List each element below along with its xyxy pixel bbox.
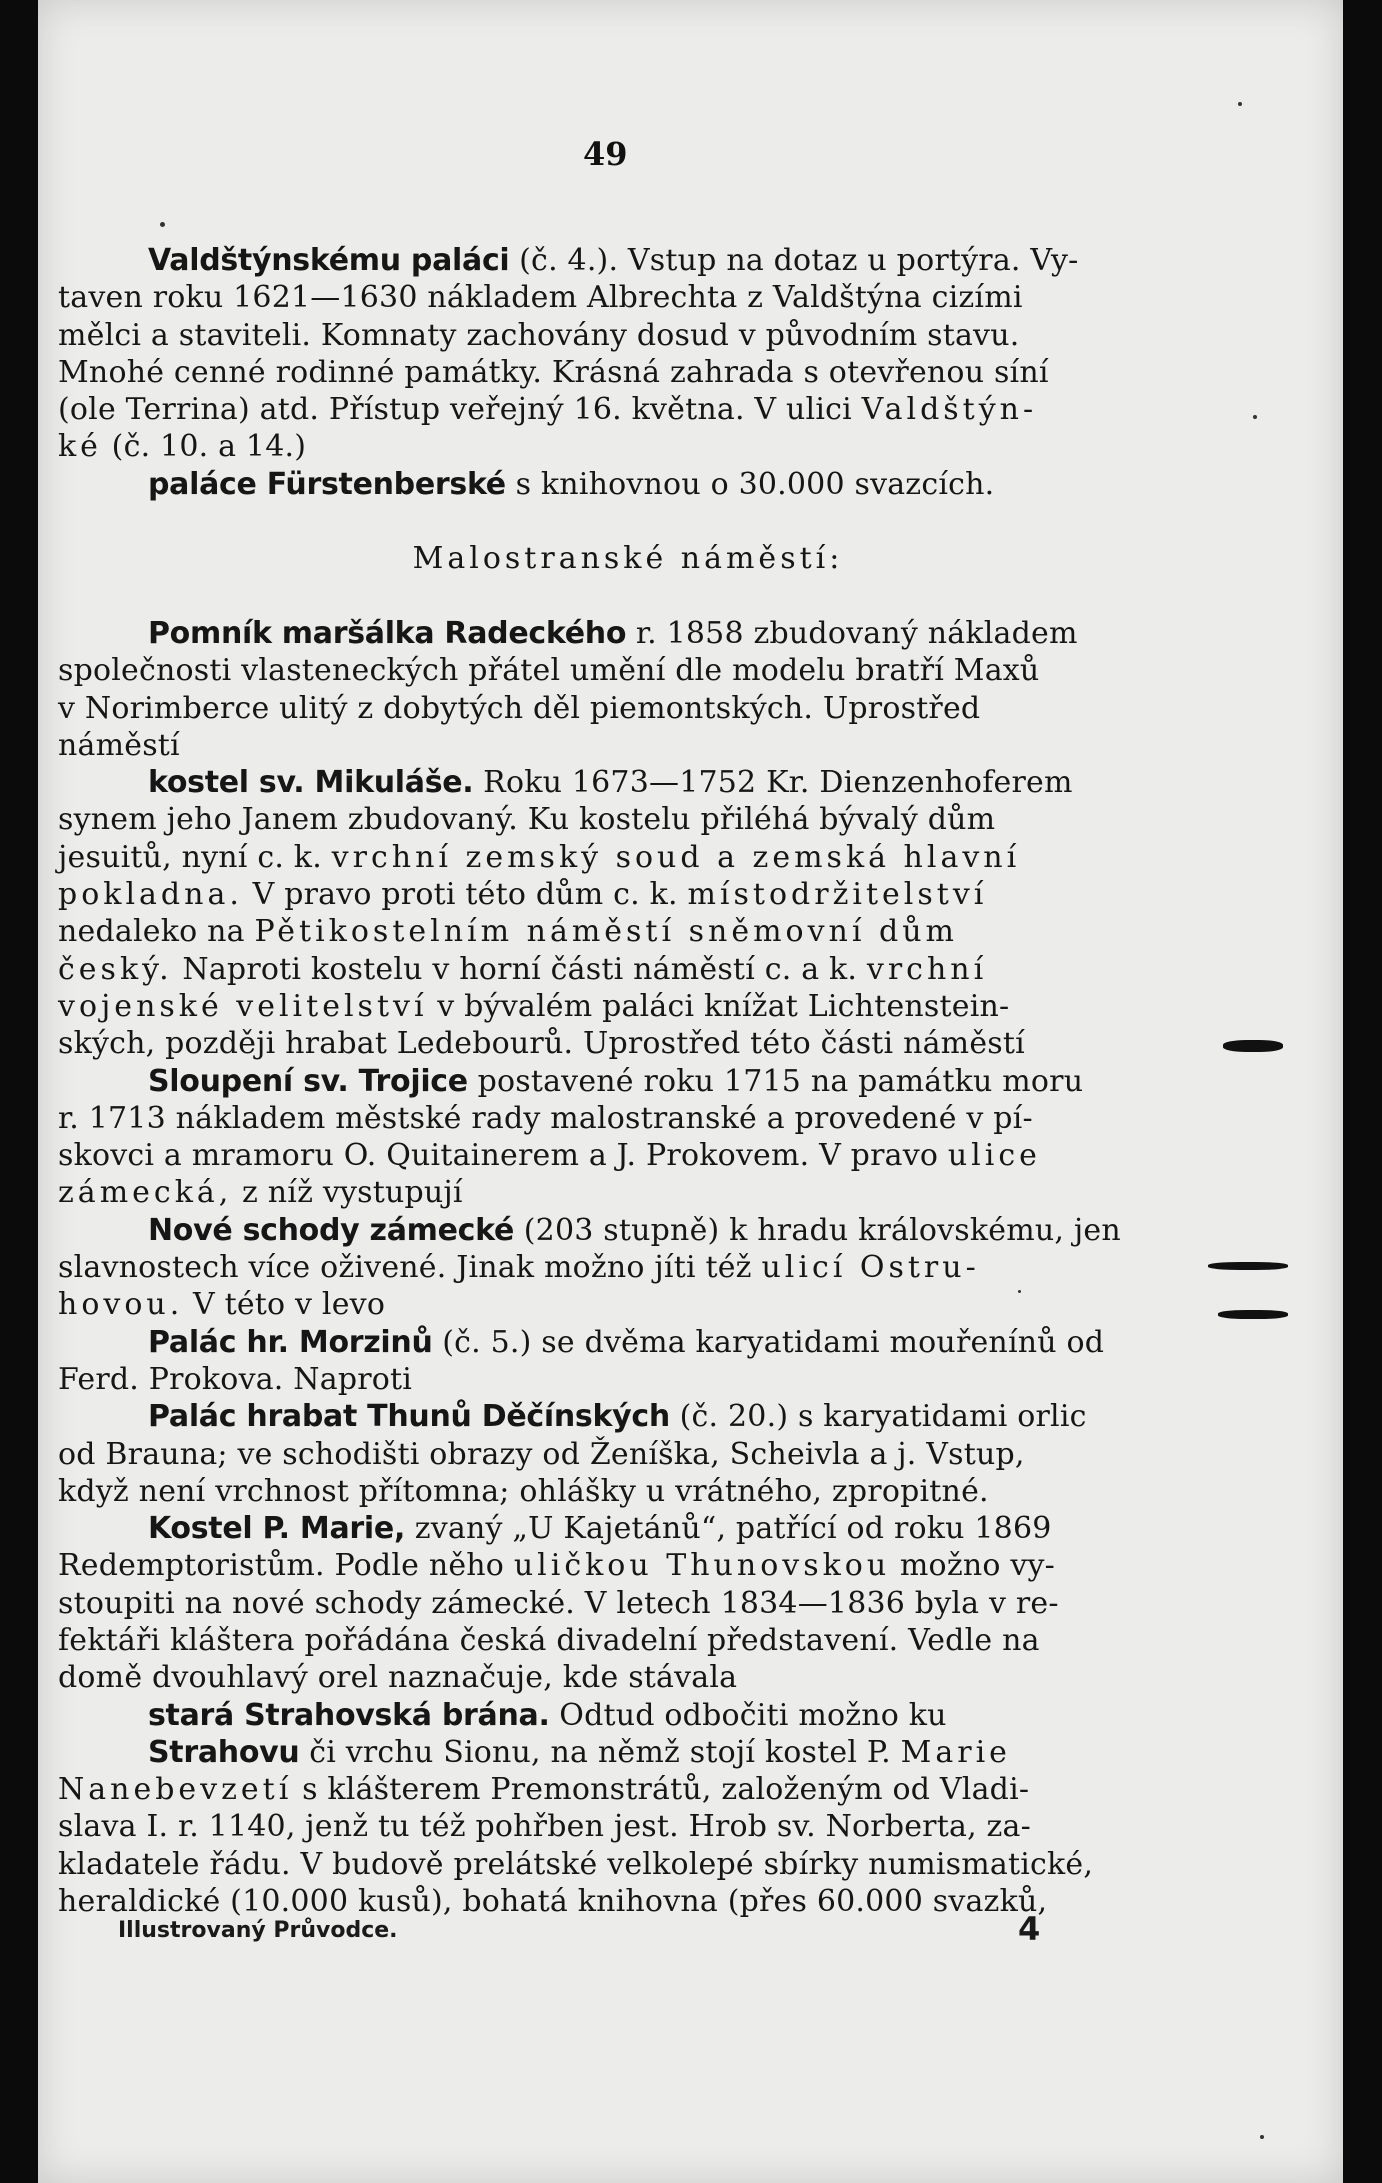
text-run: s knihovnou o 30.000 svazcích. (505, 466, 995, 502)
text-line (58, 1697, 1198, 1734)
text-line (58, 1100, 1198, 1137)
text-run: v bývalém paláci knížat Lichtenstein- (427, 988, 1010, 1024)
text-line (58, 951, 1198, 988)
text-line (58, 1361, 1198, 1398)
text-line (58, 1212, 1198, 1249)
text-run: slava I. r. 1140, jenž tu též pohřben jest. Hrob sv. Norberta, za- (58, 1809, 1031, 1845)
spaced-term: hovou. (58, 1287, 184, 1323)
spaced-term: ulice (947, 1138, 1041, 1174)
body-text (58, 242, 1198, 1920)
text-run: zvaný „U Kajetánů“, patřící od roku 1869 (405, 1511, 1052, 1547)
text-line (58, 1137, 1198, 1174)
text-line (58, 317, 1198, 354)
text-run: Mnohé cenné rodinné památky. Krásná zahrada s otevřenou síní (58, 354, 1049, 390)
text-run: ských, později hrabat Ledebourů. Uprostřed této části náměstí (58, 1026, 1025, 1062)
text-line (58, 764, 1198, 801)
scan-speck (1238, 102, 1242, 106)
text-run: jesuitů, nyní c. k. (58, 839, 332, 875)
text-line (58, 1249, 1198, 1286)
text-line (58, 876, 1198, 913)
text-run: (ole Terrina) atd. Přístup veřejný 16. května. V ulici (58, 392, 862, 428)
bold-term: Kostel P. Marie, (148, 1511, 406, 1547)
bold-term: paláce Fürstenberské (148, 466, 506, 502)
text-run: náměstí (58, 727, 180, 763)
text-line (58, 391, 1198, 428)
text-run: taven roku 1621—1630 nákladem Albrechta z Valdštýna cizími (58, 280, 1023, 316)
scan-speck (1018, 1290, 1021, 1293)
scan-speck (160, 222, 165, 227)
text-line (58, 1659, 1198, 1696)
spaced-term: Valdštýn- (861, 392, 1038, 428)
spaced-term: ulicí Ostru- (761, 1250, 980, 1286)
spaced-term: vojenské velitelství (58, 988, 428, 1024)
bold-term: Pomník maršálka Radeckého (148, 615, 627, 651)
text-run: slavnostech více oživené. Jinak možno jíti též (58, 1250, 762, 1286)
spaced-term: pokladna. (58, 877, 243, 913)
text-run: když není vrchnost přítomna; ohlášky u vrátného, zpropitné. (58, 1473, 989, 1509)
text-line (58, 466, 1198, 503)
page-number: 49 (583, 135, 628, 173)
text-line (58, 1286, 1198, 1323)
scan-smudge (1208, 1262, 1288, 1270)
text-line (58, 1510, 1198, 1547)
footer (118, 1910, 1218, 1948)
text-run: domě dvouhlavý orel naznačuje, kde stávala (58, 1660, 738, 1696)
text-run: společnosti vlasteneckých přátel umění dle modelu bratří Maxů (58, 653, 1040, 689)
text-run: Roku 1673—1752 Kr. Dienzenhoferem (473, 765, 1073, 801)
text-run: V pravo proti této dům c. k. (242, 877, 688, 913)
text-run: (203 stupně) k hradu královskému, jen (514, 1212, 1121, 1248)
bold-term: Valdštýnskému paláci (148, 243, 510, 278)
bold-term: stará Strahovská brána. (148, 1697, 550, 1733)
text-line (58, 1398, 1198, 1435)
text-run: stoupiti na nové schody zámecké. V letech 1834—1836 byla v re- (58, 1585, 1059, 1621)
spaced-term: uličkou Thunovskou (513, 1548, 891, 1584)
bold-term: Sloupení sv. Trojice (148, 1063, 468, 1099)
bold-term: Palác hr. Morzinů (148, 1324, 433, 1360)
text-line (58, 1734, 1198, 1771)
bold-term: Nové schody zámecké (148, 1212, 515, 1248)
text-line (58, 690, 1198, 727)
text-run: r. 1858 zbudovaný nákladem (626, 615, 1078, 651)
text-line (58, 1585, 1198, 1622)
scan-smudge (1223, 1040, 1283, 1052)
spaced-term: místodržitelství (687, 877, 988, 913)
text-line (58, 988, 1198, 1025)
text-run: nedaleko na (58, 914, 255, 950)
text-line (58, 1025, 1198, 1062)
spaced-term: zámecká, (58, 1175, 233, 1211)
scan-speck (1260, 2135, 1264, 2139)
text-line (58, 727, 1198, 764)
text-line (58, 1473, 1198, 1510)
text-line (58, 1547, 1198, 1584)
text-run: Odtud odbočiti možno ku (549, 1697, 947, 1733)
text-line (58, 242, 1198, 279)
text-line (58, 913, 1198, 950)
text-run: fektáři kláštera pořádána česká divadelní představení. Vedle na (58, 1622, 1040, 1658)
page (38, 0, 1343, 2183)
spaced-term: ké (58, 429, 102, 465)
text-run: mělci a staviteli. Komnaty zachovány dosud v původním stavu. (58, 317, 1020, 353)
text-run: skovci a mramoru O. Quitainerem a J. Prokovem. V pravo (58, 1138, 948, 1174)
text-line (58, 279, 1198, 316)
signature-mark: 4 (1018, 1910, 1041, 1948)
scan-speck (1253, 415, 1257, 419)
spaced-term: vrchní zemský soud a zemská hlavní (331, 839, 1021, 875)
text-line (58, 652, 1198, 689)
text-line (58, 1622, 1198, 1659)
text-line (58, 1063, 1198, 1100)
text-run: s klášterem Premonstrátů, založeným od Vladi- (292, 1772, 1030, 1808)
text-run: kladatele řádu. V budově prelátské velkolepé sbírky numismatické, (58, 1846, 1094, 1882)
text-run: Redemptoristům. Podle něho (58, 1548, 514, 1584)
text-line (58, 1324, 1198, 1361)
spaced-term: Pětikostelním náměstí sněmovní dům (254, 914, 958, 950)
text-run: r. 1713 nákladem městské rady malostranské a provedené v pí- (58, 1100, 1033, 1136)
text-run: (č. 4.). Vstup na dotaz u portýra. Vy- (509, 243, 1079, 278)
bold-term: Palác hrabat Thunů Děčínských (148, 1399, 670, 1435)
text-run: v Norimberce ulitý z dobytých děl piemontských. Uprostřed (58, 690, 981, 726)
text-run: (č. 5.) se dvěma karyatidami mouřenínů od (432, 1324, 1105, 1360)
text-line (58, 578, 1198, 615)
text-line (58, 1436, 1198, 1473)
text-run: možno vy- (890, 1548, 1055, 1584)
text-line (58, 428, 1198, 465)
text-line (58, 1771, 1198, 1808)
spaced-term: vrchní (866, 951, 988, 987)
text-run: od Brauna; ve schodišti obrazy od Ženíška, Scheivla a j. Vstup, (58, 1436, 1025, 1472)
text-line (58, 801, 1198, 838)
bold-term: kostel sv. Mikuláše. (148, 765, 474, 801)
text-run: (č. 20.) s karyatidami orlic (669, 1399, 1087, 1435)
spaced-term: Nanebevzetí (58, 1772, 293, 1808)
text-run: synem jeho Janem zbudovaný. Ku kostelu přiléhá bývalý dům (58, 802, 996, 838)
text-line (58, 354, 1198, 391)
text-run: heraldické (10.000 kusů), bohatá knihovna (přes 60.000 svazků, (58, 1884, 1048, 1920)
text-line (58, 1808, 1198, 1845)
text-run: či vrchu Sionu, na němž stojí kostel P. (299, 1734, 901, 1770)
spaced-term: Marie (900, 1734, 1011, 1770)
text-line (58, 1846, 1198, 1883)
spaced-term: český. (58, 951, 173, 987)
text-run: (č. 10. a 14.) (101, 429, 307, 465)
text-line (58, 615, 1198, 652)
text-run: postavené roku 1715 na památku moru (467, 1063, 1084, 1099)
section-heading (58, 540, 1198, 577)
text-run: z níž vystupují (232, 1175, 463, 1211)
bold-term: Strahovu (148, 1734, 300, 1770)
text-line (58, 839, 1198, 876)
scan-smudge (1218, 1310, 1288, 1319)
text-run: Ferd. Prokova. Naproti (58, 1361, 413, 1397)
text-run: V této v levo (183, 1287, 386, 1323)
footer-title: Illustrovaný Průvodce. (118, 1918, 398, 1943)
text-line (58, 503, 1198, 540)
text-run: Malostranské náměstí: (412, 541, 844, 577)
text-run: Naproti kostelu v horní části náměstí c. a k. (172, 951, 867, 987)
text-line (58, 1174, 1198, 1211)
